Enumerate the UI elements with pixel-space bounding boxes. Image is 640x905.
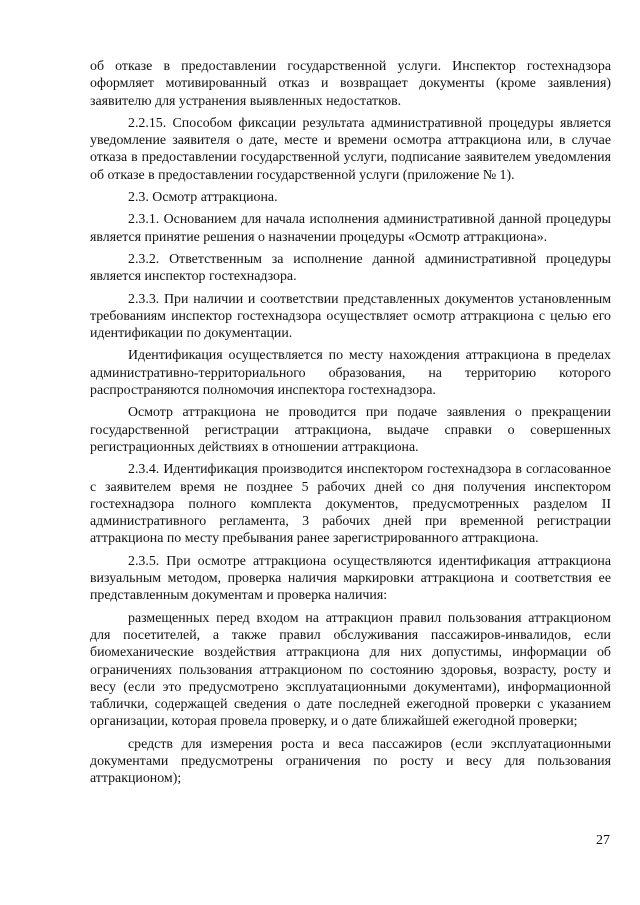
paragraph-rules-placement: размещенных перед входом на аттракцион правил пользования аттракционом для посетителей, а также правил обслуживания пассажиров-инвалидов, если биомеханические воздействия аттракциона для них допустимы, информации об ограничениях пользования аттракционом по состоянию здоровья, возрасту, росту и весу (если это предусмотрено эксплуатационными документами), информационной таблички, содержащей сведения о дате последней ежегодной проверки с указанием организации, которая провела проверку, и о дате ближайшей ежегодной проверки; (90, 610, 611, 730)
paragraph-identification-place: Идентификация осуществляется по месту нахождения аттракциона в пределах административно-территориального образования, на территорию которого распространяются полномочия инспектора гостехнадзора. (90, 348, 611, 399)
paragraph-measurement-means: средств для измерения роста и веса пассажиров (если эксплуатационными документами предусмотрены ограничения по росту и весу для пользования аттракционом); (90, 736, 611, 787)
section-heading-2-3: 2.3. Осмотр аттракциона. (128, 190, 278, 206)
paragraph-2-3-4: 2.3.4. Идентификация производится инспектором гостехнадзора в согласованное с заявителем время не позднее 5 рабочих дней со дня получения инспектором гостехнадзора полного комплекта документов, предусмотренных разделом II административного регламента, 3 рабочих дней при временной регистрации аттракциона по месту пребывания ранее зарегистрированного аттракциона. (90, 462, 611, 547)
paragraph-2-3-2: 2.3.2. Ответственным за исполнение данной административной процедуры является инспектор гостехнадзора. (90, 251, 611, 285)
page-body (90, 58, 611, 793)
paragraph-2-2-15: 2.2.15. Способом фиксации результата административной процедуры является уведомление заявителя о дате, месте и времени осмотра аттракциона или, в случае отказа в предоставлении государственной услуги, подписание заявителем уведомления об отказе в предоставлении государственной услуги (приложение № 1). (90, 115, 611, 183)
paragraph-continuation: об отказе в предоставлении государственной услуги. Инспектор гостехнадзора оформляет мотивированный отказ и возвращает документы (кроме заявления) заявителю для устранения выявленных недостатков. (90, 59, 611, 109)
page-number: 27 (596, 833, 610, 848)
paragraph-2-3-5: 2.3.5. При осмотре аттракциона осуществляются идентификация аттракциона визуальным методом, проверка наличия маркировки аттракциона и соответствия ее представленным документам и проверка наличия: (90, 553, 611, 604)
paragraph-2-3-1: 2.3.1. Основанием для начала исполнения административной данной процедуры является принятие решения о назначении процедуры «Осмотр аттракциона». (90, 212, 611, 245)
paragraph-inspection-not-conducted: Осмотр аттракциона не проводится при подаче заявления о прекращении государственной регистрации аттракциона, выдаче справки о совершенных регистрационных действиях в отношении аттракциона. (90, 405, 611, 455)
paragraph-2-3-3: 2.3.3. При наличии и соответствии представленных документов установленным требованиям инспектор гостехнадзора осуществляет осмотр аттракциона с целью его идентификации по документации. (90, 291, 611, 342)
